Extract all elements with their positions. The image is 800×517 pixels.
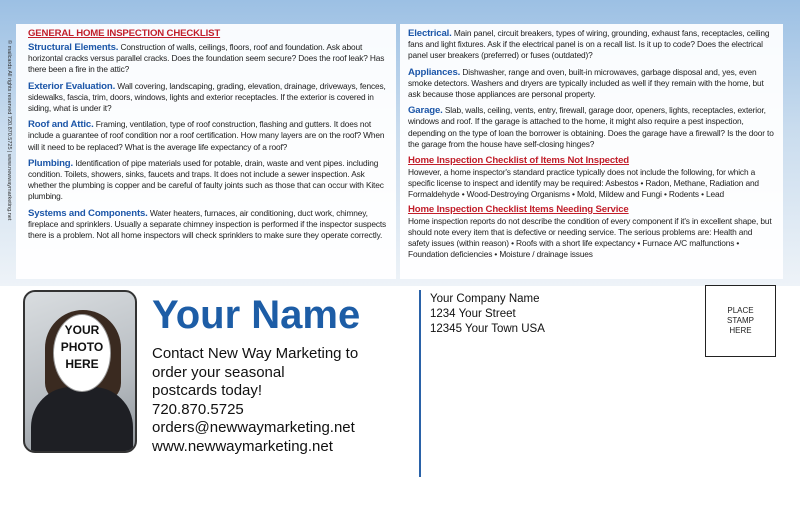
section-title: Exterior Evaluation. — [28, 80, 116, 92]
section-garage — [408, 105, 775, 150]
needing-service-text: Home inspection reports do not describe the condition of every component if it's in excellent shape, but should note every item that is defective or needing service. The serious problems are: Health and safety issues (within reason) • Roofs with a short life expectancy • Furnace A/C malfunctions • Foundation deficiencies • Moisture / drainage issues — [408, 215, 772, 260]
photo-silhouette-body — [31, 387, 133, 453]
section-title: Electrical. — [408, 28, 452, 39]
section-title: Appliances. — [408, 66, 461, 78]
section-needing-service — [408, 204, 775, 261]
section-title: Plumbing. — [28, 157, 74, 169]
section-systems — [28, 208, 390, 242]
section-roof — [28, 119, 390, 153]
agent-photo-placeholder — [23, 290, 137, 453]
checklist-title: GENERAL HOME INSPECTION CHECKLIST — [28, 28, 221, 39]
section-text: Wall covering, landscaping, grading, elevation, drainage, driveways, fences, sidewalks, fascia, trim, doors, windows, lights and exterior receptacles. If the exterior is covered in siding, what is under it? — [28, 80, 386, 114]
return-address — [430, 292, 545, 337]
city-line: 12345 Your Town USA — [430, 323, 545, 335]
stamp-box: PLACE STAMP HERE — [705, 285, 776, 357]
company-name: Your Company Name — [430, 293, 540, 305]
copyright-text: © mailcards All rights reserved 720.870.5725 | www.newwaymarketing.net — [6, 40, 12, 221]
section-structural — [28, 42, 390, 76]
section-text: Water heaters, furnaces, air conditioning, duct work, chimney, fireplace and sprinklers. Usually a separate chimney inspection is performed if the inspector suspects there is a problem. Not all home inspectors will check sprinklers to make sure they operate correctly. — [28, 207, 387, 241]
section-text: Construction of walls, ceilings, floors, roof and foundation. Ask about horizontal cracks versus parallel cracks. Does the foundation seem secure? Does the roof leak? Has there been a fire in the attic? — [28, 42, 385, 75]
section-text: Slab, walls, ceiling, vents, entry, firewall, garage door, openers, lights, receptacles, exterior, windows and roof. If the garage is attached to the home, it might also require a pest inspection, depending on the type of loan the borrower is obtaining. Does the garage have a firewall? Is the door to the garage from the house have self-closing hinges? — [408, 105, 774, 149]
section-text: Framing, ventilation, type of roof construction, flashing and gutters. It does not include a guarantee of roof condition nor a roof certification. How many layers are on the roof? When will it need to be replaced? What is the average life expectancy of a roof? — [28, 119, 385, 152]
website-url: www.newwaymarketing.net — [152, 437, 333, 455]
section-plumbing — [28, 158, 390, 203]
contact-line: Contact New Way Marketing to — [152, 345, 359, 362]
section-text: Main panel, circuit breakers, types of wiring, grounding, exhaust fans, receptacles, ceiling fans and light fixtures. Ask if the electrical panel is on a recall list. Is it up to code? Does the electrical panel user breakers (preferred) or fuses (outdated)? — [408, 28, 770, 61]
section-title: Garage. — [408, 105, 443, 117]
right-column — [400, 24, 783, 279]
contact-block — [152, 345, 358, 456]
contact-line: postcards today! — [152, 382, 263, 399]
section-title: Structural Elements. — [28, 42, 119, 53]
section-text: Dishwasher, range and oven, built-in microwaves, garbage disposal and, yes, even smoke detectors. Washers and dryers are typically included as well if they remain with the home, but ask because those appliances are personal property. — [408, 66, 764, 100]
contact-line: order your seasonal — [152, 363, 285, 381]
not-inspected-title: Home Inspection Checklist of Items Not Inspected — [408, 155, 629, 167]
left-column — [16, 24, 396, 279]
section-title: Roof and Attic. — [28, 119, 94, 131]
agent-name: Your Name — [152, 293, 361, 337]
section-not-inspected — [408, 155, 775, 201]
email-address: orders@newwaymarketing.net — [152, 419, 355, 436]
needing-service-title: Home Inspection Checklist Items Needing Service — [408, 203, 629, 215]
section-title: Systems and Components. — [28, 207, 148, 219]
address-divider — [419, 290, 421, 477]
section-appliances — [408, 67, 775, 101]
street-address: 1234 Your Street — [430, 308, 516, 320]
section-electrical — [408, 28, 775, 62]
phone-number: 720.870.5725 — [152, 400, 244, 418]
section-exterior — [28, 81, 390, 115]
photo-placeholder-label: YOUR PHOTO HERE — [60, 323, 104, 371]
section-text: Identification of pipe materials used for potable, drain, waste and vent pipes. including condition. Toilets, showers, sinks, faucets and traps. It does not include a sewer inspection. Ask whether the plumbing is copper and be careful of faulty joints such as those that can occur with Kitec plumbing. — [28, 157, 384, 202]
not-inspected-text: However, a home inspector's standard practice typically does not include the following, for which a specific license to inspect and identify may be required: Asbestos • Radon, Methane, Radiation and Formaldehyde • Wood-Destroying Organisms • Mold, Mildew and Fungi • Rodents • Lead — [408, 167, 759, 200]
